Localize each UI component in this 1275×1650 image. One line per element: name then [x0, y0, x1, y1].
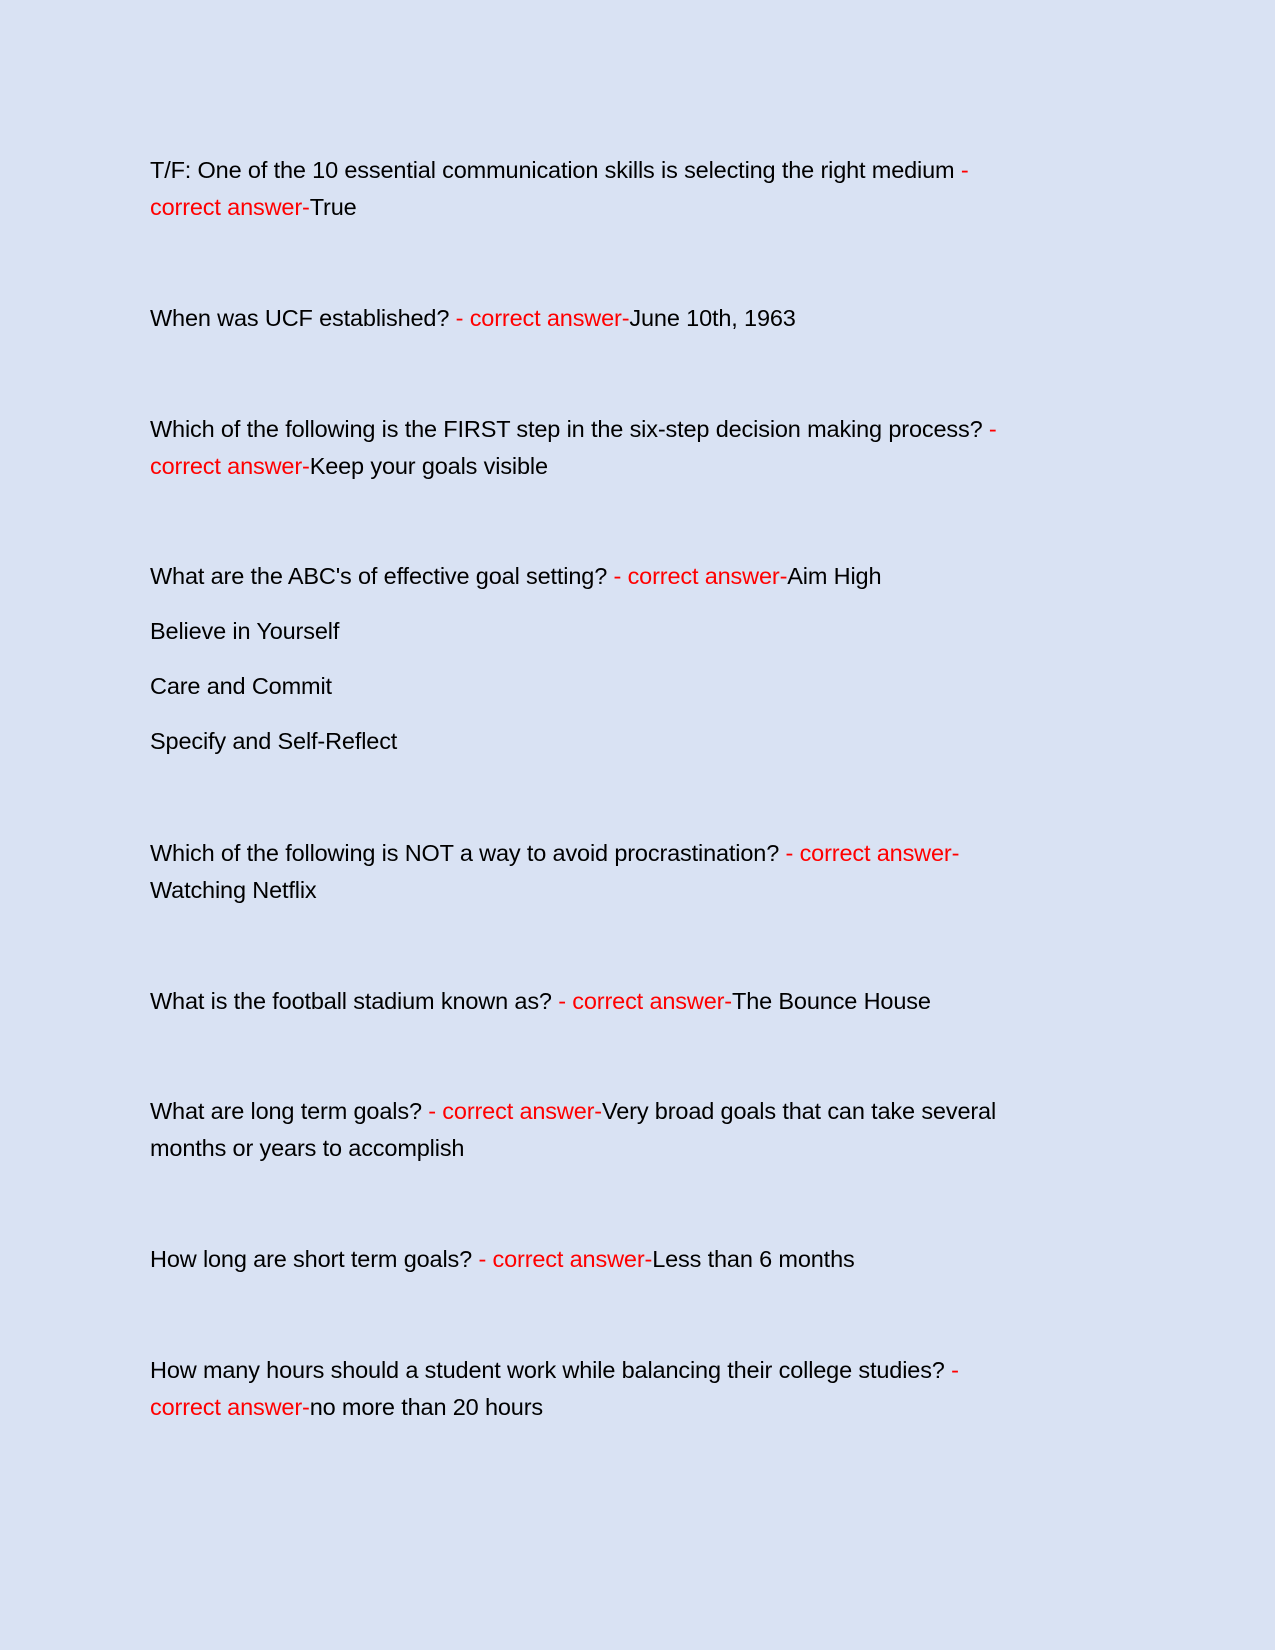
- answer-separator: correct answer-: [150, 194, 310, 220]
- qa-item-4-answer-line-4: [150, 722, 397, 760]
- qa-item-7-line-1: [150, 1092, 996, 1130]
- answer-separator: - correct answer-: [785, 840, 960, 866]
- answer-text: Keep your goals visible: [309, 453, 548, 479]
- answer-text: Less than 6 months: [652, 1246, 855, 1272]
- answer-text: June 10th, 1963: [629, 305, 796, 331]
- answer-text: Very broad goals that can take several: [602, 1098, 997, 1124]
- question-text: T/F: One of the 10 essential communication skills is selecting the right medium: [150, 157, 961, 183]
- qa-item-9-line-1: [150, 1351, 959, 1389]
- question-text: How long are short term goals?: [150, 1246, 479, 1272]
- qa-item-4-answer-line-3: [150, 667, 332, 705]
- question-text: How many hours should a student work while balancing their college studies?: [150, 1357, 952, 1383]
- question-text: What are the ABC's of effective goal setting?: [150, 563, 614, 589]
- answer-separator: - correct answer-: [455, 305, 630, 331]
- answer-text: Care and Commit: [150, 673, 332, 699]
- answer-separator: -: [988, 416, 997, 442]
- answer-separator: - correct answer-: [478, 1246, 653, 1272]
- qa-item-4-answer-line-2: [150, 612, 339, 650]
- qa-item-3-line-2: [150, 447, 548, 485]
- qa-item-7-line-2: [150, 1129, 464, 1167]
- answer-text: The Bounce House: [731, 988, 931, 1014]
- qa-item-6: [150, 982, 931, 1020]
- answer-separator: - correct answer-: [428, 1098, 602, 1124]
- answer-text: no more than 20 hours: [309, 1394, 543, 1420]
- qa-item-3-line-1: [150, 410, 997, 448]
- answer-separator: - correct answer-: [558, 988, 732, 1014]
- answer-text: True: [309, 194, 357, 220]
- answer-text: Specify and Self-Reflect: [150, 728, 398, 754]
- answer-separator: - correct answer-: [613, 563, 788, 589]
- answer-separator: correct answer-: [150, 1394, 310, 1420]
- answer-text: Believe in Yourself: [150, 618, 340, 644]
- qa-item-9-line-2: [150, 1388, 543, 1426]
- question-text: Which of the following is the FIRST step in the six-step decision making process?: [150, 416, 989, 442]
- qa-item-8: [150, 1240, 855, 1278]
- question-text: Which of the following is NOT a way to avoid procrastination?: [150, 840, 786, 866]
- qa-item-1-line-2: [150, 188, 357, 226]
- answer-text: Watching Netflix: [150, 877, 317, 903]
- qa-item-5-line-1: [150, 834, 959, 872]
- answer-text: Aim High: [787, 563, 882, 589]
- answer-separator: -: [951, 1357, 959, 1383]
- qa-item-2: [150, 299, 796, 337]
- question-text: What is the football stadium known as?: [150, 988, 559, 1014]
- answer-text: months or years to accomplish: [150, 1135, 465, 1161]
- qa-item-1-line-1: [150, 151, 969, 189]
- answer-separator: correct answer-: [150, 453, 310, 479]
- question-text: What are long term goals?: [150, 1098, 429, 1124]
- answer-separator: -: [960, 157, 969, 183]
- qa-item-5-line-2: [150, 871, 317, 909]
- qa-item-4: [150, 557, 881, 595]
- question-text: When was UCF established?: [150, 305, 456, 331]
